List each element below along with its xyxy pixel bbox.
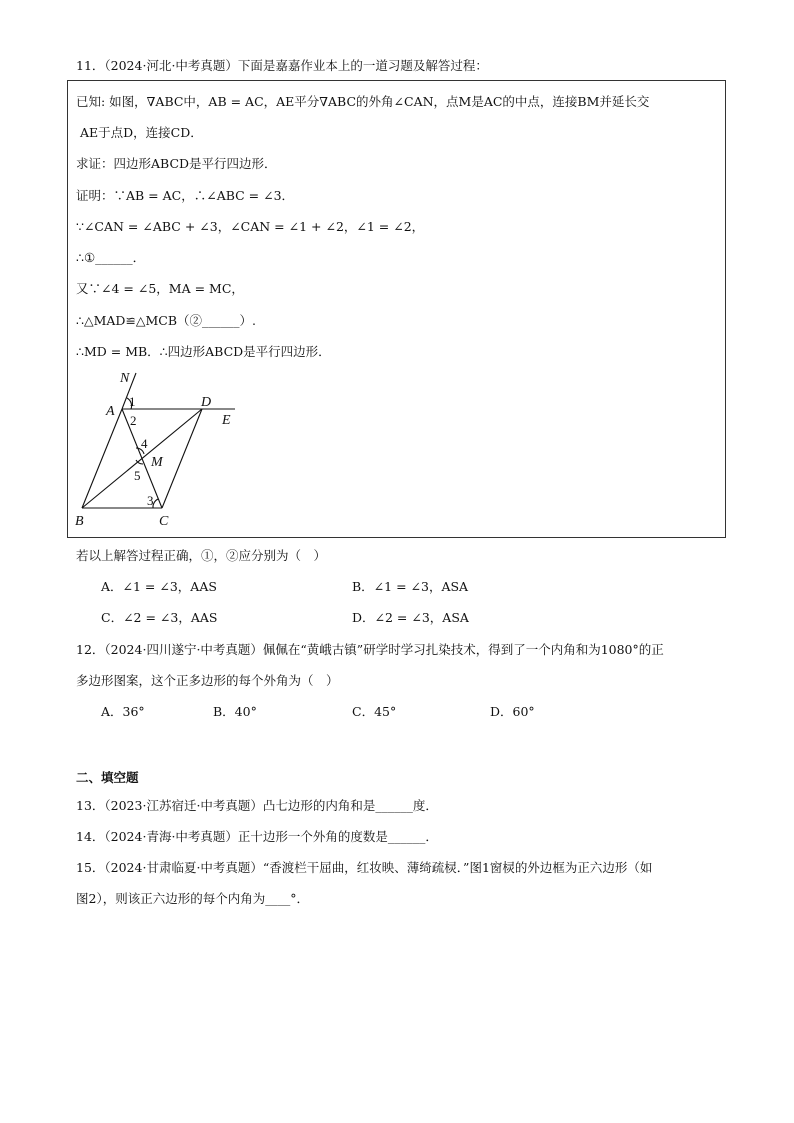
angle-label-3: 3: [147, 493, 154, 508]
label-d: D: [201, 395, 212, 410]
q15-line-2: 图2），则该正六边形的每个内角为____°．: [76, 891, 309, 906]
q11-option-a[interactable]: A．∠1 = ∠3，AAS: [101, 579, 217, 594]
segment-bd: [82, 409, 202, 508]
q11-option-d[interactable]: D．∠2 = ∠3，ASA: [352, 610, 469, 625]
q12-option-a[interactable]: A．36°: [101, 704, 145, 719]
label-m: M: [151, 455, 163, 470]
q11-box-line-2: AE于点D，连接CD．: [80, 125, 203, 140]
label-b: B: [75, 514, 84, 529]
side-cd: [162, 409, 202, 508]
q11-box-line-5: ∵∠CAN = ∠ABC + ∠3，∠CAN = ∠1 + ∠2，∠1 = ∠2，: [76, 219, 425, 234]
label-e: E: [222, 413, 231, 428]
label-n: N: [120, 371, 130, 386]
q11-box-line-7: 又∵∠4 = ∠5，MA = MC，: [76, 281, 244, 296]
q11-box-line-3: 求证：四边形ABCD是平行四边形．: [76, 156, 277, 171]
q11-box-line-9: ∴MD = MB．∴四边形ABCD是平行四边形．: [76, 344, 331, 359]
q11-geometry-figure: [70, 368, 250, 532]
q11-box-line-6: ∴①______．: [76, 250, 146, 265]
q11-box-line-8: ∴△MAD≌△MCB（②______）.: [76, 313, 257, 328]
q12-option-c[interactable]: C．45°: [352, 704, 397, 719]
angle-label-2: 2: [130, 413, 137, 428]
angle-label-4: 4: [141, 436, 148, 451]
q12-line-2: 多边形图案，这个正多边形的每个外角为（ ）: [76, 673, 339, 688]
q11-question: 若以上解答过程正确，①，②应分别为（ ）: [76, 548, 327, 563]
q14-text: 14．（2024·青海·中考真题）正十边形一个外角的度数是______．: [76, 829, 438, 844]
angle-label-5: 5: [134, 468, 141, 483]
angle-label-1: 1: [129, 394, 136, 409]
q11-box-line-1: 已知: 如图，∇ABC中，AB = AC，AE平分∇ABC的外角∠CAN，点M是AC的中点，连接BM并延长交: [76, 94, 650, 109]
label-a: A: [106, 404, 115, 419]
label-c: C: [159, 514, 169, 529]
q11-header: 11．（2024·河北·中考真题）下面是嘉嘉作业本上的一道习题及解答过程：: [76, 58, 488, 73]
section-fill-in-title: 二、填空题: [76, 770, 139, 785]
q12-option-b[interactable]: B．40°: [213, 704, 257, 719]
q15-line-1: 15．（2024·甘肃临夏·中考真题）“香渡栏干屈曲，红妆映、薄绮疏棂．”图1窗棂的外边框为正六边形（如: [76, 860, 653, 875]
q11-option-c[interactable]: C．∠2 = ∠3，AAS: [101, 610, 218, 625]
q11-option-b[interactable]: B．∠1 = ∠3，ASA: [352, 579, 469, 594]
q12-line-1: 12．（2024·四川遂宁·中考真题）佩佩在“黄峨古镇”研学时学习扎染技术，得到了一个内角和为1080°的正: [76, 642, 664, 657]
q13-text: 13．（2023·江苏宿迁·中考真题）凸七边形的内角和是______度．: [76, 798, 438, 813]
angle-arc-3: [153, 499, 158, 508]
side-ab: [82, 409, 122, 508]
q12-option-d[interactable]: D．60°: [490, 704, 535, 719]
q11-box-line-4: 证明：∵AB = AC，∴∠ABC = ∠3．: [76, 188, 295, 203]
